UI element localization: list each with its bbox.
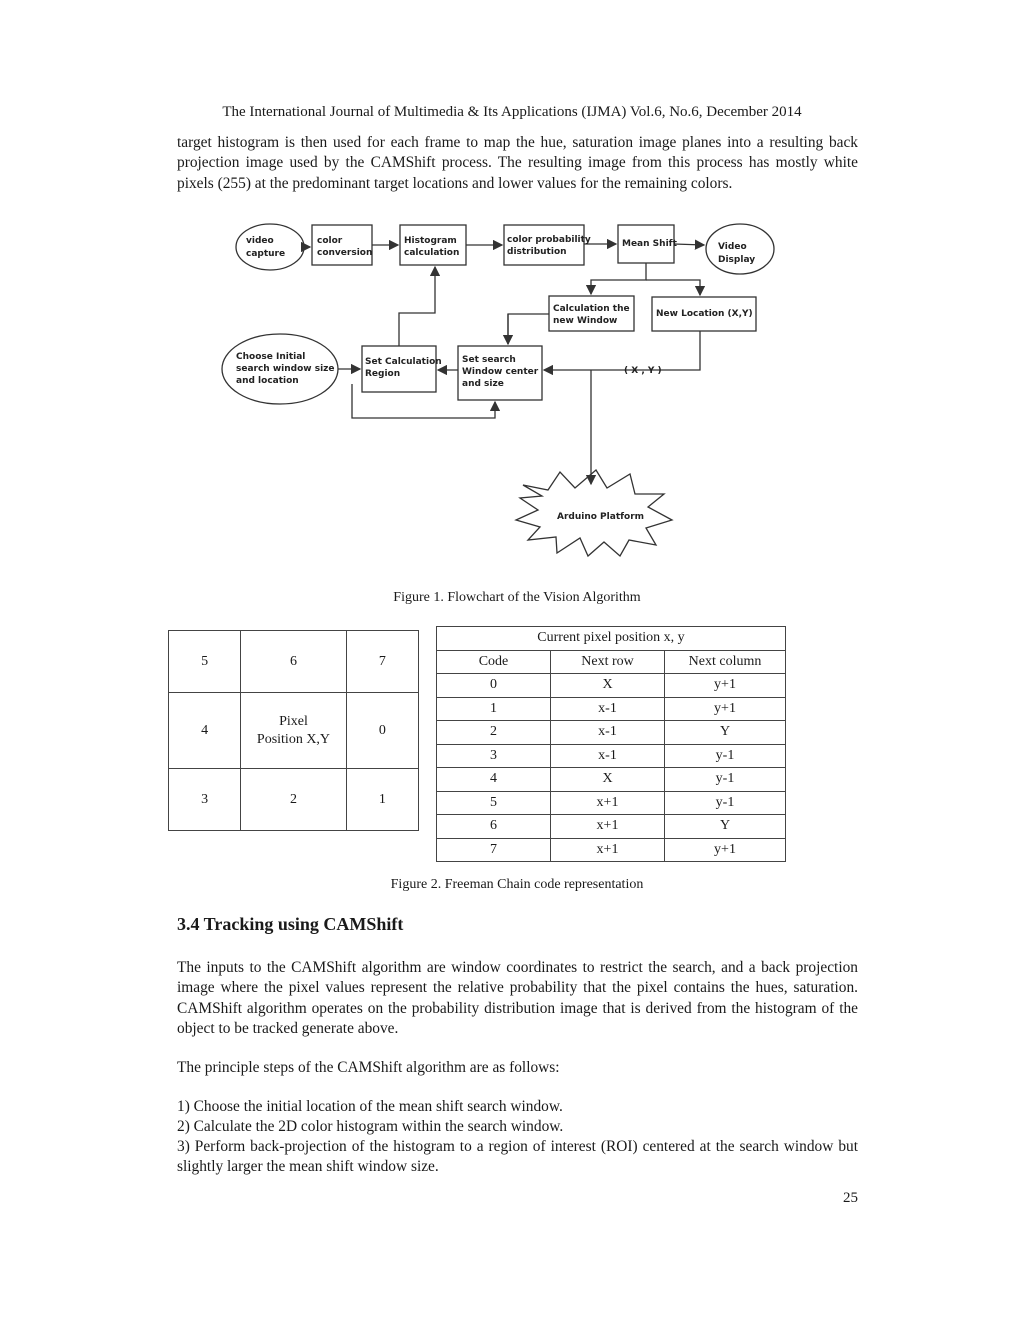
label-xy: ( X , Y )	[624, 366, 662, 376]
label-color-probability-1: color probability	[507, 235, 591, 245]
table-cell: x-1	[551, 697, 665, 721]
table-cell: x+1	[551, 815, 665, 839]
grid-cell: 0	[346, 693, 418, 769]
figure1-caption: Figure 1. Flowchart of the Vision Algorithm	[393, 590, 641, 605]
table-cell: x+1	[551, 838, 665, 862]
table-cell: y+1	[665, 674, 786, 698]
label-choose-initial-2: search window size	[236, 364, 335, 374]
intro-paragraph: target histogram is then used for each frame to map the hue, saturation image planes into a resulting back projection image used by the CAMShift process. The resulting image from this process has mostly white pixels (255) at the predominant target locations and lower values for the remaining colors.	[177, 134, 858, 192]
label-color-conversion-2: conversion	[317, 248, 373, 258]
node-color-probability	[504, 225, 584, 265]
flowchart-figure	[0, 0, 1024, 590]
label-video-capture-1: video	[246, 236, 274, 246]
label-new-location: New Location (X,Y)	[656, 309, 753, 319]
label-set-calc-region-2: Region	[365, 369, 401, 379]
table-cell: Y	[665, 721, 786, 745]
figure2-caption: Figure 2. Freeman Chain code representation	[390, 877, 644, 892]
grid-cell: 2	[241, 769, 346, 831]
label-set-search-window-1: Set search	[462, 355, 516, 365]
label-mean-shift: Mean Shift	[622, 239, 677, 249]
grid-cell: 4	[169, 693, 241, 769]
table-cell: x-1	[551, 744, 665, 768]
code-table-header: Code	[437, 650, 551, 674]
label-set-calc-region-1: Set Calculation	[365, 357, 442, 367]
table-cell: y-1	[665, 768, 786, 792]
code-table-title: Current pixel position x, y	[437, 627, 786, 651]
table-cell: X	[551, 674, 665, 698]
chain-code-table	[436, 626, 786, 862]
table-row	[437, 768, 786, 792]
table-cell: 6	[437, 815, 551, 839]
table-cell: x+1	[551, 791, 665, 815]
page-number: 25	[843, 1190, 858, 1206]
step-3: 3) Perform back-projection of the histogram to a region of interest (ROI) centered at the search window but slightly larger the mean shift window size.	[177, 1138, 858, 1176]
step-1: 1) Choose the initial location of the mean shift search window.	[177, 1098, 563, 1115]
label-color-probability-2: distribution	[507, 247, 567, 257]
table-cell: Y	[665, 815, 786, 839]
label-choose-initial-1: Choose Initial	[236, 352, 306, 362]
label-calc-new-window-2: new Window	[553, 316, 618, 326]
label-choose-initial-3: and location	[236, 376, 299, 386]
table-cell: y+1	[665, 697, 786, 721]
table-row	[437, 697, 786, 721]
table-cell: 5	[437, 791, 551, 815]
grid-cell: 1	[346, 769, 418, 831]
label-set-search-window-2: Window center	[462, 367, 539, 377]
code-table-header: Next row	[551, 650, 665, 674]
label-video-capture-2: capture	[246, 249, 286, 259]
grid-cell: 7	[346, 631, 418, 693]
table-cell: y+1	[665, 838, 786, 862]
table-row	[437, 815, 786, 839]
grid-cell-center: Pixel Position X,Y	[241, 693, 346, 769]
table-row	[437, 791, 786, 815]
table-cell: y-1	[665, 744, 786, 768]
flowchart-svg	[0, 0, 1024, 590]
table-cell: 7	[437, 838, 551, 862]
label-video-display-2: Display	[718, 255, 756, 265]
section-heading: 3.4 Tracking using CAMShift	[177, 914, 404, 934]
label-calc-new-window-1: Calculation the	[553, 304, 630, 314]
label-color-conversion-1: color	[317, 236, 343, 246]
grid-cell: 6	[241, 631, 346, 693]
chain-code-grid	[168, 630, 419, 831]
table-cell: y-1	[665, 791, 786, 815]
table-cell: x-1	[551, 721, 665, 745]
label-arduino-platform: Arduino Platform	[557, 512, 645, 522]
grid-cell: 5	[169, 631, 241, 693]
code-table-header: Next column	[665, 650, 786, 674]
label-set-search-window-3: and size	[462, 379, 504, 389]
step-2: 2) Calculate the 2D color histogram within the search window.	[177, 1118, 564, 1135]
running-header: The International Journal of Multimedia & Its Applications (IJMA) Vol.6, No.6, December 2014	[222, 104, 802, 120]
table-cell: 4	[437, 768, 551, 792]
label-histogram-2: calculation	[404, 248, 460, 258]
grid-cell: 3	[169, 769, 241, 831]
table-cell: 2	[437, 721, 551, 745]
table-cell: 0	[437, 674, 551, 698]
label-histogram-1: Histogram	[404, 236, 457, 246]
table-row	[437, 721, 786, 745]
section-paragraph: The inputs to the CAMShift algorithm are window coordinates to restrict the search, and a back projection image where the pixel values represent the relative probability that the pixel contains the hues, saturation. CAMShift algorithm operates on the probability distribution image that is derived from the histogram of the object to be tracked generate above.	[177, 959, 858, 1037]
table-cell: 3	[437, 744, 551, 768]
steps-intro: The principle steps of the CAMShift algorithm are as follows:	[177, 1059, 560, 1076]
table-cell: X	[551, 768, 665, 792]
table-cell: 1	[437, 697, 551, 721]
label-video-display-1: Video	[718, 242, 747, 252]
table-row	[437, 744, 786, 768]
table-row	[437, 838, 786, 862]
node-video-capture	[236, 224, 304, 270]
table-row	[437, 674, 786, 698]
